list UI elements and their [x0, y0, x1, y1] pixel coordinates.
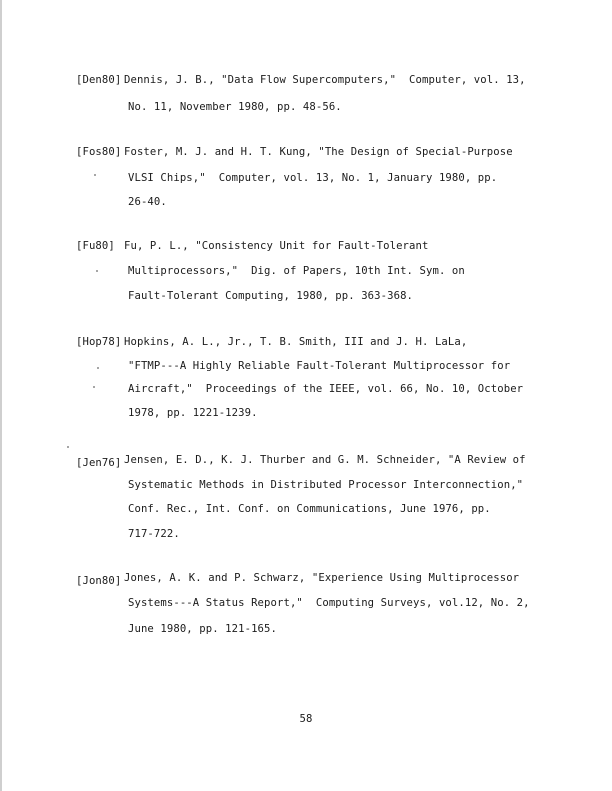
- reference-line: Dennis, J. B., "Data Flow Supercomputers," Computer, vol. 13,: [124, 74, 526, 86]
- reference-key: [Hop78]: [76, 336, 122, 348]
- reference-line: Fault-Tolerant Computing, 1980, pp. 363-368.: [128, 290, 414, 302]
- reference-line: Jensen, E. D., K. J. Thurber and G. M. Schneider, "A Review of: [124, 454, 526, 466]
- reference-line: 717-722.: [128, 528, 180, 540]
- reference-line: VLSI Chips," Computer, vol. 13, No. 1, January 1980, pp.: [128, 172, 498, 184]
- reference-key: [Fu80]: [76, 240, 115, 252]
- reference-key: [Den80]: [76, 74, 122, 86]
- reference-line: "FTMP---A Highly Reliable Fault-Tolerant Multiprocessor for: [128, 360, 511, 372]
- reference-line: Conf. Rec., Int. Conf. on Communications, June 1976, pp.: [128, 503, 491, 515]
- scan-speck: [96, 270, 98, 272]
- reference-line: Hopkins, A. L., Jr., T. B. Smith, III and J. H. LaLa,: [124, 336, 468, 348]
- scan-edge: [0, 0, 2, 791]
- reference-key: [Jon80]: [76, 575, 122, 587]
- reference-line: Systematic Methods in Distributed Processor Interconnection,": [128, 479, 524, 491]
- scan-speck: [97, 367, 99, 369]
- reference-line: Aircraft," Proceedings of the IEEE, vol. 66, No. 10, October: [128, 383, 524, 395]
- reference-line: Multiprocessors," Dig. of Papers, 10th Int. Sym. on: [128, 265, 465, 277]
- reference-key: [Fos80]: [76, 146, 122, 158]
- reference-key: [Jen76]: [76, 457, 122, 469]
- scan-speck: [94, 174, 96, 176]
- scan-speck: [93, 386, 95, 388]
- reference-line: 26-40.: [128, 196, 167, 208]
- scan-speck: [67, 446, 69, 448]
- reference-line: Systems---A Status Report," Computing Surveys, vol.12, No. 2,: [128, 597, 530, 609]
- reference-line: Foster, M. J. and H. T. Kung, "The Design of Special-Purpose: [124, 146, 513, 158]
- reference-line: 1978, pp. 1221-1239.: [128, 407, 258, 419]
- page-number: 58: [299, 713, 313, 725]
- reference-line: June 1980, pp. 121-165.: [128, 623, 277, 635]
- reference-line: No. 11, November 1980, pp. 48-56.: [128, 101, 342, 113]
- reference-line: Fu, P. L., "Consistency Unit for Fault-Tolerant: [124, 240, 429, 252]
- reference-line: Jones, A. K. and P. Schwarz, "Experience Using Multiprocessor: [124, 572, 520, 584]
